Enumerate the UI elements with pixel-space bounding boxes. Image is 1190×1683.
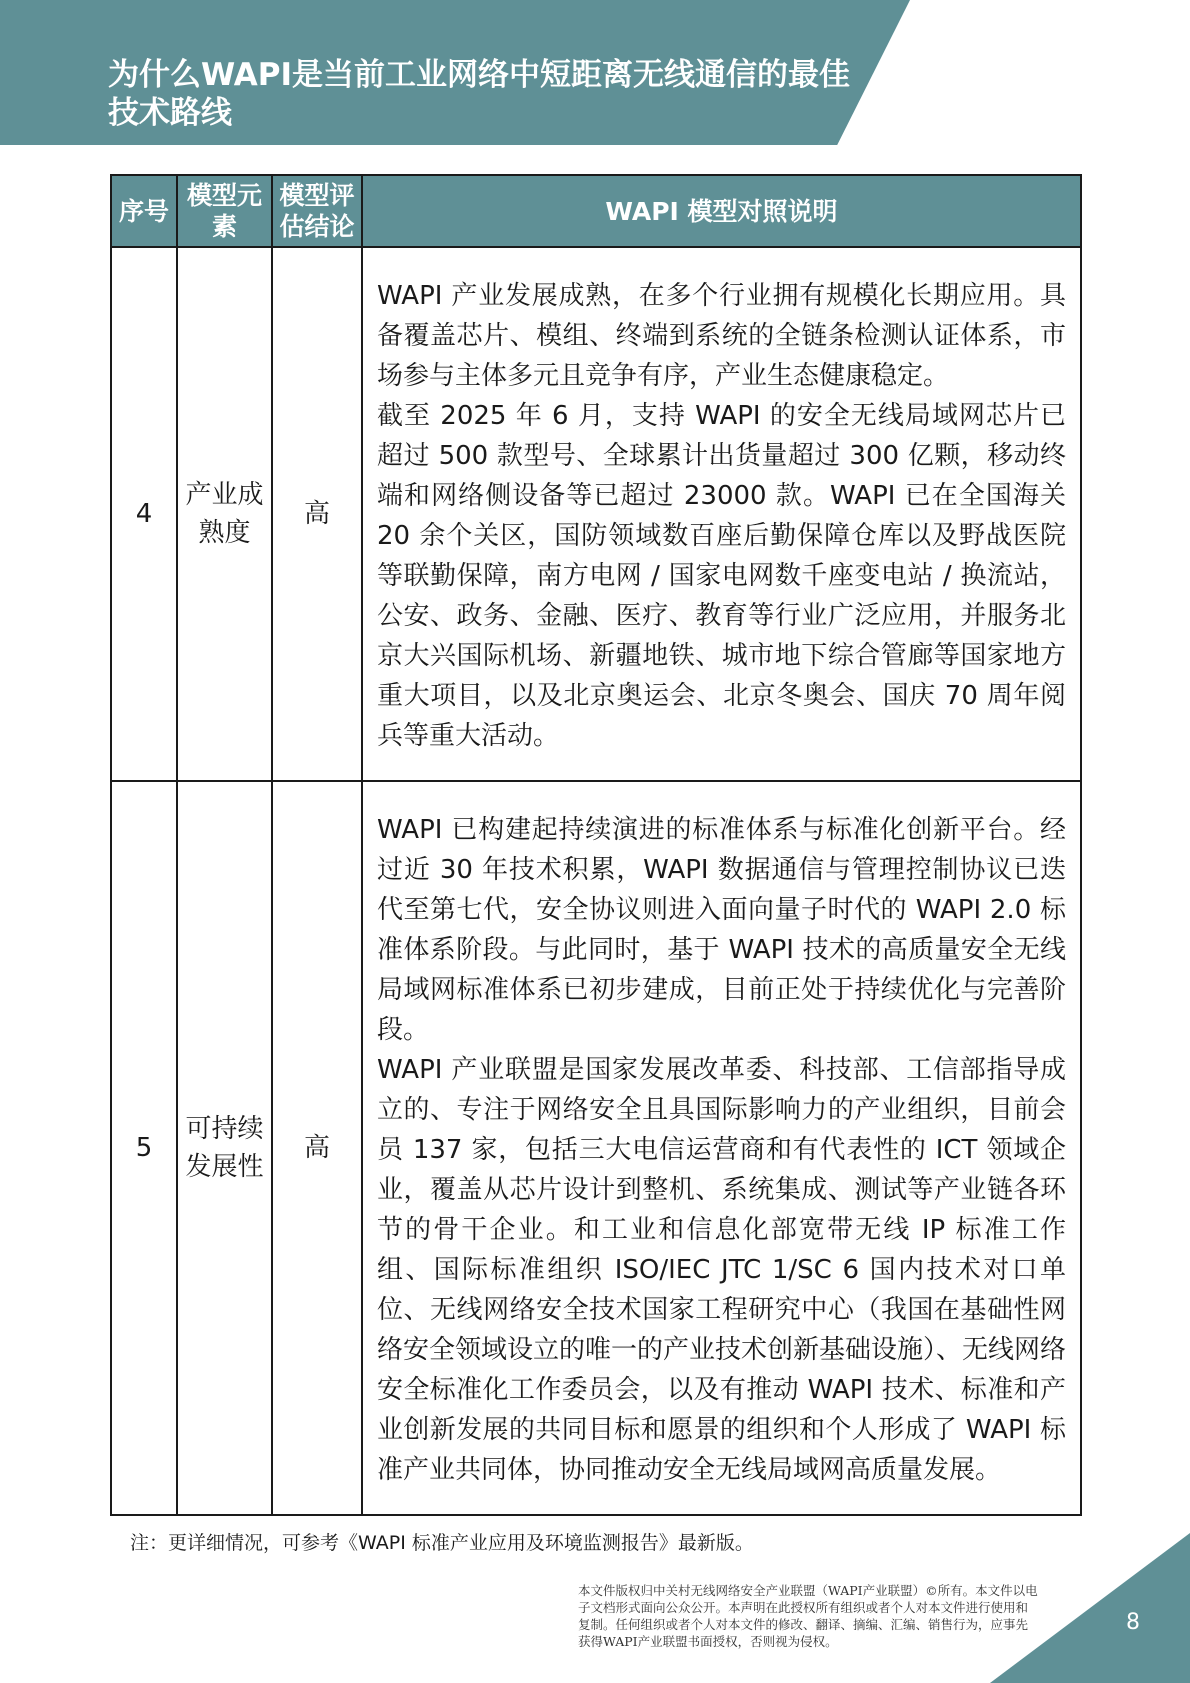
row-conclusion: 高 (272, 247, 362, 781)
table-note: 注：更详细情况，可参考《WAPI 标准产业应用及环境监测报告》最新版。 (130, 1532, 754, 1554)
table-row (111, 247, 1081, 781)
row-description (362, 247, 1081, 781)
header-element: 模型元素 (177, 175, 272, 247)
description-paragraph: WAPI 产业发展成熟，在多个行业拥有规模化长期应用。具备覆盖芯片、模组、终端到系统的全链条检测认证体系，市场参与主体多元且竞争有序，产业生态健康稳定。 (377, 281, 1066, 391)
description-paragraph: WAPI 产业联盟是国家发展改革委、科技部、工信部指导成立的、专注于网络安全且具国际影响力的产业组织，目前会员 137 家，包括三大电信运营商和有代表性的 ICT 领域企业，覆盖从芯片设计到整机、系统集成、测试等产业链各环节的骨干企业。和工业和信息化部宽带无线 IP 标准工作组、国际标准组织 ISO/IEC JTC 1/SC 6 国内技术对口单位、无线网络安全技术国家工程研究中心（我国在基础性网络安全领域设立的唯一的产业技术创新基础设施）、无线网络安全标准化工作委员会，以及有推动 WAPI 技术、标准和产业创新发展的共同目标和愿景的组织和个人形成了 WAPI 标准产业共同体，协同推动安全无线局域网高质量发展。 (377, 1055, 1067, 1485)
header-conclusion: 模型评估结论 (272, 175, 362, 247)
description-paragraph: WAPI 已构建起持续演进的标准体系与标准化创新平台。经过近 30 年技术积累，WAPI 数据通信与管理控制协议已迭代至第七代，安全协议则进入面向量子时代的 WAPI 2.0 标准体系阶段。与此同时，基于 WAPI 技术的高质量安全无线局域网标准体系已初步建成，目前正处于持续优化与完善阶段。 (377, 815, 1066, 1045)
header-seq: 序号 (111, 175, 177, 247)
model-comparison-table (110, 174, 1082, 1516)
copyright-notice: 本文件版权归中关村无线网络安全产业联盟（WAPI产业联盟）©所有。本文件以电子文档形式面向公众公开。本声明在此授权所有组织或者个人对本文件进行使用和复制。任何组织或者个人对本文件的修改、翻译、摘编、汇编、销售行为，应事先获得WAPI产业联盟书面授权，否则视为侵权。 (578, 1583, 1038, 1649)
table-row (111, 781, 1081, 1515)
description-paragraph: 截至 2025 年 6 月，支持 WAPI 的安全无线局域网芯片已超过 500 款型号、全球累计出货量超过 300 亿颗，移动终端和网络侧设备等已超过 23000 款。WAPI 已在全国海关 20 余个关区，国防领域数百座后勤保障仓库以及野战医院等联勤保障，南方电网 / 国家电网数千座变电站 / 换流站，公安、政务、金融、医疗、教育等行业广泛应用，并服务北京大兴国际机场、新疆地铁、城市地下综合管廊等国家地方重大项目，以及北京奥运会、北京冬奥会、国庆 70 周年阅兵等重大活动。 (377, 401, 1066, 751)
row-conclusion: 高 (272, 781, 362, 1515)
row-seq: 5 (111, 781, 177, 1515)
page-number: 8 (1126, 1610, 1140, 1635)
table-header-row (111, 175, 1081, 247)
row-description (362, 781, 1081, 1515)
page-title: 为什么WAPI是当前工业网络中短距离无线通信的最佳技术路线 (108, 57, 851, 131)
row-element: 产业成熟度 (177, 247, 272, 781)
row-element: 可持续发展性 (177, 781, 272, 1515)
row-seq: 4 (111, 247, 177, 781)
header-description: WAPI 模型对照说明 (362, 175, 1081, 247)
